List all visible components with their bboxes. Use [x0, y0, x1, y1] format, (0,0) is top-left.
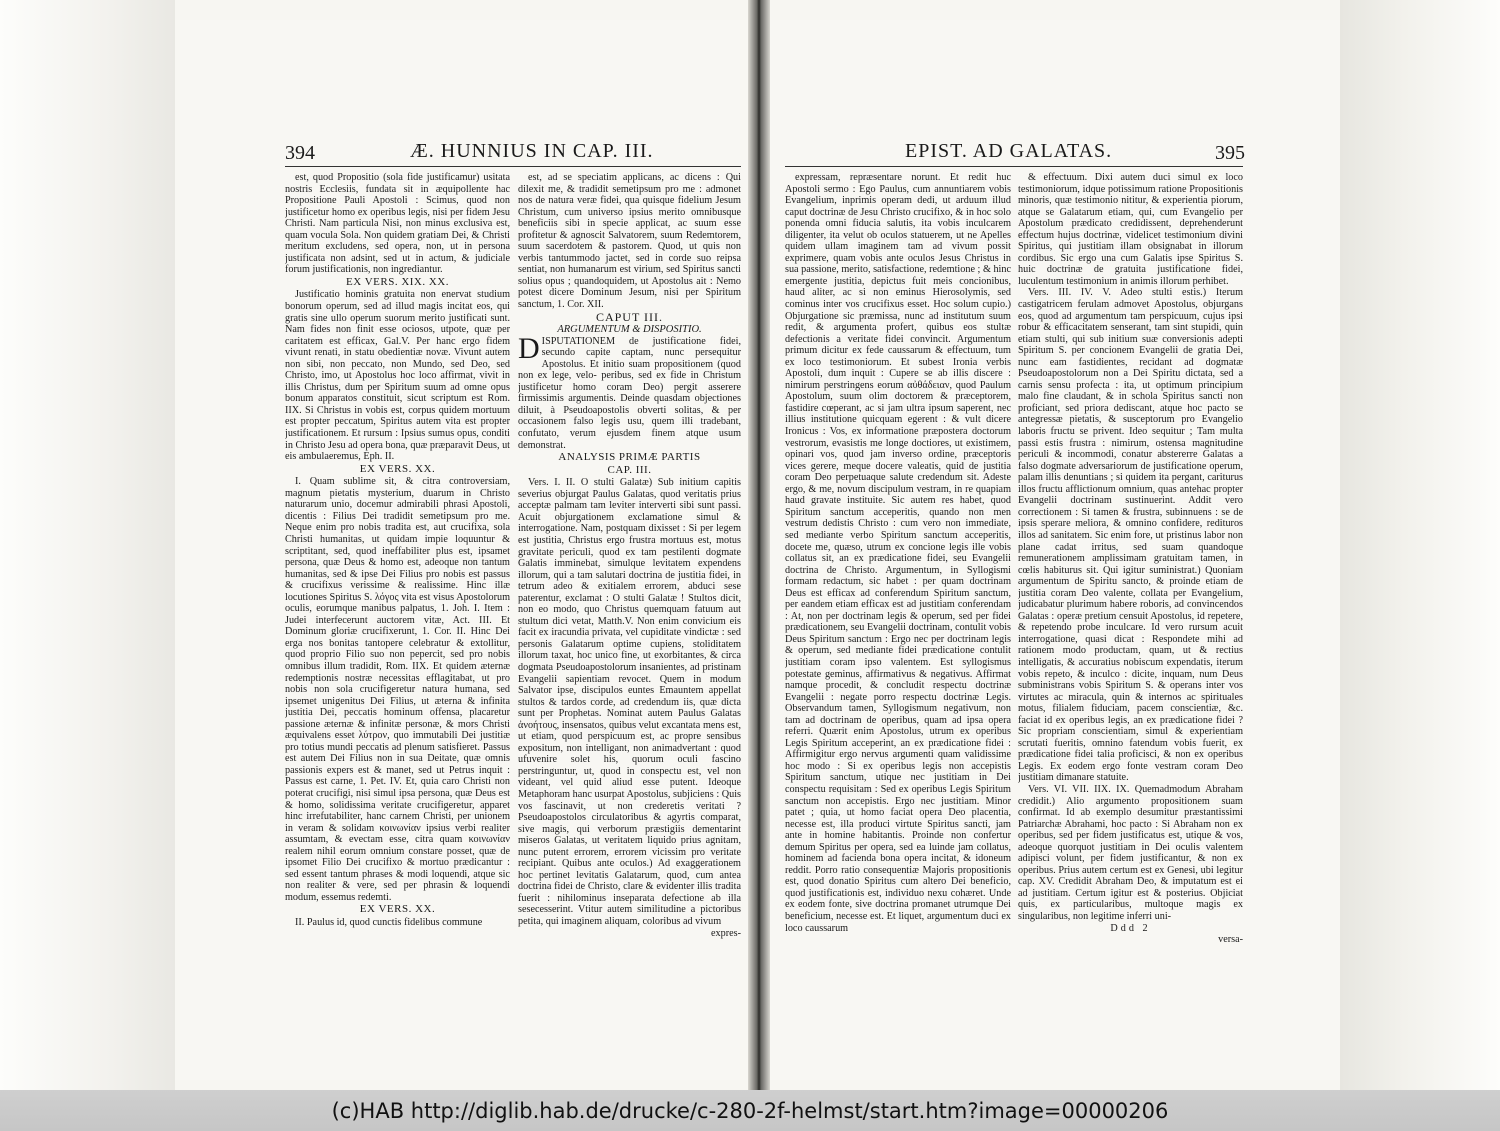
right-page-column-1 [785, 172, 1011, 1040]
right-header-rule [785, 166, 1243, 167]
right-running-head: EPIST. AD GALATAS. [905, 140, 1113, 162]
section-heading: EX VERS. XIX. XX. [345, 275, 450, 288]
book-gutter [748, 0, 770, 1090]
section-heading: EX VERS. XX. [359, 903, 436, 916]
signature-mark: Ddd 2 [1110, 922, 1151, 934]
left-page-edge [0, 0, 175, 1090]
catchword: expres- [711, 927, 741, 939]
paragraph: est, quod Propositio (sola fide justificamur) usitata nostris Ecclesiis, fundata sit in æquipollente hac Propositione Pauli Apostoli : Scimus, quod non justificetur homo ex operibus legis, nisi per fidem Jesu Christi. Nam particula Nisi, non minus exclusiva est, quam vocula Sola. Non quidem gratiam Dei, & Christi meritum excludens, sed opera, non, ut in persona justificata non adsint, sed ut in actum, & judiciale forum justificationis, non ingrediantur. [285, 172, 510, 276]
paragraph: I. Quam sublime sit, & citra controversiam, magnum pietatis mysterium, duarum in Christo naturarum unio, docemur admirabili phrasi Apostoli, dicentis : Filius Dei tradidit semetipsum pro me. Neque enim pro nobis tradita est, aut crucifixa, sola Christi humanitas, ut quidam impie loquuntur & scriptitant, sed, quod ineffabiliter plus est, ipsamet persona, quæ Deus & homo est, adeoque non tantum humanitas, sed & ipse Dei Filius pro nobis est passus & crucifixus verissime & realissime. Hinc illæ locutiones Spiritus S. λόγος vita est visus Apostolorum oculis, eorumque manibus palpatus, 1. Joh. I. Item : Judei interfecerunt auctorem vitæ, Act. III. Et Dominum gloriæ crucifixerunt, 1. Cor. II. Hinc Dei erga nos bonitas tantopere celebratur & extollitur, quod proprio Filio suo non pepercit, sed pro nobis omnibus illum tradidit, Rom. IIX. Et quidem æternæ redemptionis nostræ necessitas efflagitabat, ut pro nobis non sola crucifigeretur natura humana, sed ipsemet unigenitus Dei Filius, ut æterna & infinita justitia Dei, peccatis hominum offensa, placaretur passione æternæ & infinitæ personæ, & mors Christi æquivalens esset λύτρον, quo immutabili Dei justitiæ pro totius mundi peccatis ad plenum satisfieret. Passus est autem Dei Filius non in sua Deitate, quæ omnis passionis expers est & manet, sed ut Petrus inquit : Passus est carne, 1. Pet. IV. Et, quia caro Christi non poterat crucifigi, nisi simul ipsa persona, quæ Deus est & homo, solidissima veritate crucifigeretur, apparet hinc irrefutabiliter, hanc carnem Christi, per unionem in veram & solidam κοινωνίαν ipsius verbi realiter assumtam, & evectam esse, citra quam κοινωνίαν realem nihil eorum omnium constare posset, quæ de ipsomet Filio Dei crucifixo & mortuo prædicantur : sed essent tantum phrases & modi loquendi, atque sic non realiter & vere, sed per phrasin & loquendi modum, essemus redemti. [285, 476, 510, 903]
right-page-column-2 [1018, 172, 1243, 1040]
paragraph: expressam, repræsentare norunt. Et redit huc Apostoli sermo : Ego Paulus, cum annuntiarem vobis Evangelium, inprimis operam dedi, ut arduum illud caput doctrinæ de Jesu Christo crucifixo, & in hoc solo ponenda omni fiducia salutis, ita vobis inculcarem diligenter, ita velut ob oculos statuerem, ut ne Apelles quidem ullam imaginem tam ad vivum possit exprimere, quam vobis ante oculos Jesus Christus in sua passione, merito, satisfactione, redemtione ; & hinc emergente justitia, depictus fuit meis concionibus, haud aliter, ac si non eminus Hierosolymis, sed cominus inter vos crucifixus esset. Hoc solum cupio.) Objurgatione sic præmissa, nunc ad institutum suum redit, & argumenta profert, quibus eos stultæ defectionis a veritate fidei convincit. Argumentum primum dicitur ex fede caussarum & effectuum, tum ex loco testimoniorum. Et subest Ironia verbis Apostoli, dum inquit : Cupere se ab illis discere : nimirum perstringens eorum αὐθάδειαν, quod Paulum Apostolum, suum olim doctorem & præceptorem, fastidire cœperant, ac si jam ultra ipsum saperent, nec illius institutione quicquam egerent : & vult dicere Ironicus : Vos, ex informatione præpostera doctorum vestrorum, evasistis me longe doctiores, ut existimem, opinari vos, quod jam inverso ordine, præceptoris vices gerere, meque docere valeatis, quid de justitia coram Deo perpetuaque salute credendum sit. Adeste ergo, & me, novum discipulum vestram, in re quapiam haud gravate instituite. Sic autem res habet, quod Spiritum sanctum acceperitis, quando non men vestrum dedistis Christo : cum vero non immediate, sed mediante verbo Spiritum sanctum acceperitis, docete me, quæso, utrum ex concione legis ille vobis collatus sit, an ex prædicatione fidei, seu Evangelii doctrina de Christo. Argumentum, in Syllogismi formam redactum, sic habet : per quam doctrinam Deus est efficax ad conferendum Spiritum sanctum, per eandem etiam efficax est ad justitiam conferendam : At, non per doctrinam legis & operum, sed per fidei prædicationem, seu Evangelii doctrinam, contulit vobis Deus Spiritum sanctum : Ergo nec per doctrinam legis & operum, sed mediante fidei prædicatione contulit justitiam coram ipso valentem. Est syllogismus potestate geminus, affirmativus & negativus. Affirmat namque procedit, & concludit respectu doctrinæ Evangelii : negate porro respectu doctrinæ Legis. Observandum tamen, Syllogismum negativum, non tam ad doctrinam de operibus, quam ad ipsa opera referri. Quærit enim Apostolus, utrum ex operibus Legis Spiritum acceperint, an ex prædicatione fidei : Affirmigitur ergo nervus argumenti quam validissime hoc modo : Si ex operibus legis non accepistis Spiritum sanctum, utique nec justitiam in Dei conspectu requisitam : Sed ex operibus Legis Spiritum sanctum non accepistis. Ergo nec justitiam. Minor patet ; quia, ut homo faciat opera Deo placentia, necesse est, illa produci virtute Spiritus sancti, jam ante in homine habitantis. Proinde non confertur demum Spiritus per opera, sed ea luinde jam collatus, hominem ad facienda bona opera incitat, & idoneum reddit. Porro ratio consequentiæ Majoris propositionis est, quod donatio Spiritus cum altero Dei beneficio, quod justificationis est, individuo nexu cohæret. Unde ex eodem fonte, sive doctrina promanet utrumque Dei beneficium, necesse est. Et liquet, argumentum duci ex loco caussarum [785, 172, 1011, 934]
left-page-column-1 [285, 172, 510, 1040]
paragraph: Vers. VI. VII. IIX. IX. Quemadmodum Abraham credidit.) Alio argumento propositionem suam confirmat. Id ab exemplo desumitur præstantissimi Patriarchæ Abrahami, hoc pacto : Si Abraham non ex operibus, sed per fidem justificatus est, utique & vos, adeoque quorquot justitiam in Dei oculis valentem adipisci volunt, per fidem justificantur, & non ex operibus. Prius autem certum est ex Genesi, ubi legitur cap. XV. Credidit Abraham Deo, & imputatum est ei ad justitiam. Certum igitur est & posterius. Objiciat quis, ex particularibus, multoque magis ex singularibus, non legitime inferri uni- [1018, 783, 1243, 922]
right-page-number: 395 [1215, 142, 1245, 164]
left-running-head: Æ. HUNNIUS IN CAP. III. [410, 140, 654, 162]
section-heading: CAP. III. [607, 463, 652, 476]
paragraph: Justificatio hominis gratuita non enervat studium bonorum operum, sed ad illud magis incitat eos, qui gratis sine ullo operum suorum merito justificati sunt. Nam fides non finit esse ociosos, utpote, quæ per caritatem est efficax, Gal.V. Per hanc ergo fidem vivunt renati, in statu obedientiæ novæ. Vivunt autem non sibi, non peccato, non Mundo, sed Deo, sed Christo, imo, ut Apostolus hoc loco affirmat, vivit in illis Christus, dum per Spiritum suum ad omne opus bonum apparatos constituit, sicut scriptum est Rom. IIX. Si Christus in vobis est, corpus quidem mortuum est propter peccatum, Spiritus autem vita est propter justificationem. Et rursum : Ipsius sumus opus, conditi in Christo Jesu ad opera bona, quæ præparavit Deus, ut eis ambulaeremus, Eph. II. [285, 289, 510, 463]
section-heading: ANALYSIS PRIMÆ PARTIS [558, 451, 701, 464]
paragraph-dropcap [518, 331, 741, 451]
right-page-edge [1340, 0, 1500, 1090]
paragraph: II. Paulus id, quod cunctis fidelibus commune [295, 917, 483, 928]
paragraph: est, ad se speciatim applicans, ac dicens : Qui dilexit me, & tradidit semetipsum pro me : admonet nos de natura veræ fidei, qua quisque fidelium Jesum Christum, cum universo ipsius merito omnibusque beneficiis sibi in specie applicat, ac suum esse profitetur & agnoscit Salvatorem, suum Redemtorem, suum sacerdotem & pastorem. Quod, ut quis non verbis tantummodo jactet, sed in corde suo reipsa sentiat, non humanarum est virium, sed Spiritus sancti solius opus ; quandoquidem, ut Apostolus ait : Nemo potest dicere Dominum Jesum, nisi per Spiritum sanctum, 1. Cor. XII. [518, 172, 741, 311]
drop-capital: D [518, 331, 540, 365]
section-heading: EX VERS. XX. [359, 462, 436, 475]
left-page-column-2 [518, 172, 741, 1040]
catchword: versa- [1218, 934, 1243, 946]
left-page-number: 394 [285, 142, 315, 164]
section-subheading: ARGUMENTUM & DISPOSITIO. [557, 324, 702, 336]
paragraph: & effectuum. Dixi autem duci simul ex loco testimoniorum, idque potissimum ratione Propositionis minoris, quæ testimonio nititur, & experientia piorum, atque se Galatarum etiam, qui, cum Evangelio per Apostolum prædicato credidissent, deprehenderunt effectum hujus doctrinæ, videlicet testimonium divini Spiritus, qui justitiam illam obsignabat in illorum cordibus. Sic ergo una cum Galatis ipse Spiritus S. huic doctrinæ de gratuita justificatione fidei, luculentum testimonium in animis illorum perhibet. [1018, 172, 1243, 287]
paragraph-text: ISPUTATIONEM de justificatione fidei, secundo capite captam, nunc persequitur Apostolus. Et initio suam propositionem (quod non ex lege, velo- peribus, sed ex fide in Christum justificetur homo coram Deo) pergit asserere firmissimis argumentis. Deinde quasdam objectiones diluit, à Pseudoapostolis obverti solitas, & per occasionem falso legis usu, quem illi tradebant, confutato, verum ejusdem finem atque usum demonstrat. [518, 335, 741, 451]
section-heading: CAPUT III. [595, 309, 664, 324]
left-header-rule [285, 166, 741, 167]
paragraph: Vers. III. IV. V. Adeo stulti estis.) Iterum castigatricem ferulam admovet Apostolus, objurgans eos, quod ad argumentum tam perspicuum, cujus ipsi robur & efficacitatem senserant, tam sint stupidi, quin etiam stulti, qui sub initium suæ conversionis adepti Spiritum S. per concionem Evangelii de gratia Dei, nunc eam fastidientes, recidant ad dogmatæ Pseudoapostolorum non a Dei Spiritu dictata, sed a carnis sensu profecta : ita, ut optimum principium malo fine claudant, & in schola Spiritus sancti non proficiant, sed priora dediscant, atque hoc pacto se antegressæ pietatis, & susceptorum pro Evangelio laboris fructu se privent. Ideo sequitur ; Tam multa passi estis frustra : nimirum, ostensa magnitudine periculi & incommodi, conatur abstererre Galatas a falso dogmate adversariorum de justificatione operum, palam illis denuntians ; si quidem ita pergant, cariturus illos fructu afflictionum omnium, quas antehac propter Evangelii doctrinam sustinuerint. Addit vero correctionem : Si tamen & frustra, subinnuens : se de ipsis sperare meliora, & omnino confidere, redituros illos ad sanitatem. Sic enim fore, ut pristinus labor non plane cadat irritus, sed suam quandoque remunerationem amplissimam gratuitam tamen, in cœlis habiturus sit. Qui igitur suministrat.) Quoniam argumentum de Spiritu sancto, & proinde etiam de justitia coram Deo valente, collata per Evangelium, judicabatur plurimum habere roboris, ad convincendos Galatas : operæ pretium censuit Apostolus, id repetere, & repetendo probe inculcare. Id vero rursum acuit interrogatione, quasi dicat : Respondete mihi ad rationem modo productam, quam, ut & rectius intelligatis, & accuratius nobiscum expendatis, iterum vobis repeto, & inculco : dicite, inquam, num Deus subministrans vobis Spiritum S. & operans inter vos virtutes ac miracula, quin & internos ac spirituales motus, filialem fiduciam, pacem conscientiæ, &c. faciat id ex operibus legis, an ex prædicatione fidei ? Sic propriam conscientiam, simul & experientiam scrutati fueritis, omnino fatendum vobis fuerit, ex prædicatione fidei talia proficisci, & non ex operibus Legis. Ex eodem ergo fonte vestram coram Deo justitiam dimanare statuite. [1018, 287, 1243, 784]
paragraph: Vers. I. II. O stulti Galatæ) Sub initium capitis severius objurgat Paulus Galatas, quod veritatis prius acceptæ palmam tam leviter interverti sibi sunt passi. Acuit objurgationem exclamatione simul & interrogatione. Nam, postquam dixisset : Si per legem est justitia, Christus ergo frustra mortuus est, motus gravitate periculi, quod ex tam pestilenti dogmate Galatis imminebat, simulque levitatem expendens illorum, qui a tam salutari doctrina de justitia fidei, in tetrum adeo & exitialem errorem, abduci sese paterentur, exclamat : O stulti Galatæ ! Stultos dicit, non eo modo, quo Christus quemquam fatuum aut stultum dici vetat, Matth.V. Non enim convicium eis facit ex iracundia privata, vel cupiditate vindictæ : sed personis Galatarum optime cupiens, stoliditatem illorum taxat, hoc unico fine, ut exorbitantes, & circa dogmata Pseudoapostolorum insanientes, ad pristinam Evangelii sapientiam revocet. Quem in modum Salvator ipse, discipulos euntes Emauntem appellat stultos & tardos corde, ad credendum iis, quæ dicta sunt per Prophetas. Nominat autem Paulus Galatas ἀνοήτους, insensatos, quibus velut excantata mens est, ut etiam, quod perspicuum est, ac propre sensibus expositum, non intelligant, non animadvertant : quod ufuvenire solet his, quorum oculi fascino perstringuntur, ut, quod in conspectu est, vel non videant, vel quid aliud esse putent. Ideoque Metaphoram hanc usurpat Apostolus, subjiciens : Quis vos fascinavit, ut non crederetis veritati ? Pseudoapostolos circulatoribus & agyrtis comparat, sive magis, qui verborum præstigiis dementarint miseros Galatas, ut veritatem liquido prius agnitam, nunc putent errorem, errorem vicissim pro veritate recipiant. Quibus ante oculos.) Ad exaggerationem hoc pertinet levitatis Galatarum, quod, cum antea doctrina fidei de Christo, clare & evidenter illis tradita fuerit : nihilominus inseparata defectione ab illa sesecesserint. Vtitur autem similitudine a pictoribus petita, qui imaginem aliquam, coloribus ad vivum [518, 477, 741, 927]
footer-copyright-url: (c)HAB http://diglib.hab.de/drucke/c-280-2f-helmst/start.htm?image=00000206 [331, 1099, 1169, 1123]
